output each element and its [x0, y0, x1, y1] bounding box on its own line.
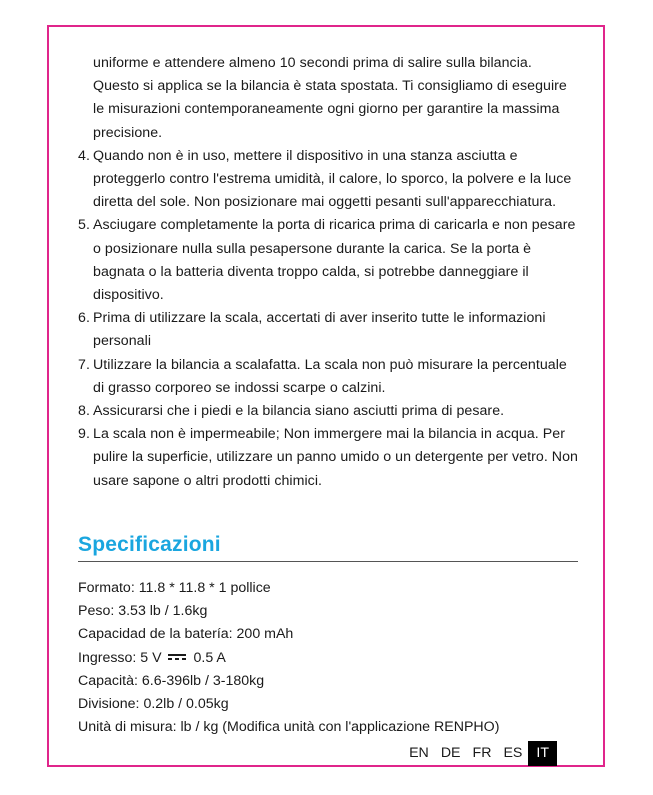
item-text: uniforme e attendere almeno 10 secondi prima di salire sulla bilancia. Questo si applica se la bilancia è stata spostata. Ti consigliamo di eseguire le misurazioni contemporaneamente ogni giorno per garantire la massima precisione.	[93, 55, 567, 141]
spec-input-voltage: Ingresso: 5 V	[78, 649, 162, 666]
spec-input-current: 0.5 A	[193, 649, 226, 666]
direct-current-icon	[168, 653, 186, 661]
item-text: Utilizzare la bilancia a scalafatta. La scala non può misurare la percentuale di grasso corporeo se indossi scarpe o calzini.	[93, 356, 567, 396]
instruction-item-7	[78, 354, 578, 400]
item-text: Quando non è in uso, mettere il dispositivo in una stanza asciutta e proteggerlo contro l'estrema umidità, il calore, lo sporco, la polvere e la luce diretta del sole. Non posizionare mai oggetti pesanti sull'apparecchiatura.	[93, 147, 572, 211]
spec-division: Divisione: 0.2lb / 0.05kg	[78, 696, 229, 713]
instruction-item-8	[78, 400, 578, 423]
item-number: 7.	[78, 356, 90, 373]
spec-input	[78, 647, 578, 670]
language-tab-fr[interactable]: FR	[472, 745, 492, 761]
item-text: Asciugare completamente la porta di ricarica prima di caricarla e non pesare o posizionare nulla sulla pesapersone durante la carica. Se la porta è bagnata o la batteria diventa troppo calda, si potrebbe danneggiare il dispositivo.	[93, 217, 576, 304]
item-number: 8.	[78, 403, 90, 420]
spec-battery: Capacidad de la batería: 200 mAh	[78, 626, 294, 643]
item-text: Prima di utilizzare la scala, accertati di aver inserito tutte le informazioni personali	[93, 310, 546, 350]
instruction-item-continued	[78, 52, 578, 145]
instruction-item-5	[78, 214, 578, 307]
item-number: 6.	[78, 310, 90, 327]
language-selector	[403, 741, 557, 766]
spec-weight: Peso: 3.53 lb / 1.6kg	[78, 603, 208, 620]
language-tab-it[interactable]: IT	[528, 741, 557, 766]
instruction-item-4	[78, 145, 578, 215]
instructions-section	[78, 52, 578, 493]
specifications-heading: Specificazioni	[78, 533, 221, 556]
language-tab-en[interactable]: EN	[409, 745, 429, 761]
specifications-list	[78, 577, 578, 739]
instruction-item-6	[78, 307, 578, 353]
spec-capacity: Capacità: 6.6-396lb / 3-180kg	[78, 672, 265, 689]
instruction-item-9	[78, 423, 578, 493]
spec-units: Unità di misura: lb / kg (Modifica unità con l'applicazione RENPHO)	[78, 719, 500, 736]
item-number: 9.	[78, 426, 90, 443]
item-number: 4.	[78, 147, 90, 164]
item-number: 5.	[78, 217, 90, 234]
instructions-list	[78, 52, 578, 493]
item-text: La scala non è impermeabile; Non immergere mai la bilancia in acqua. Per pulire la superficie, utilizzare un panno umido o un detergente per vetro. Non usare sapone o altri prodotti chimici.	[93, 426, 578, 489]
language-tab-es[interactable]: ES	[503, 745, 523, 761]
heading-divider	[78, 561, 578, 562]
spec-format: Formato: 11.8 * 11.8 * 1 pollice	[78, 580, 271, 596]
language-tab-de[interactable]: DE	[440, 745, 461, 761]
item-text: Assicurarsi che i piedi e la bilancia siano asciutti prima di pesare.	[93, 403, 505, 420]
